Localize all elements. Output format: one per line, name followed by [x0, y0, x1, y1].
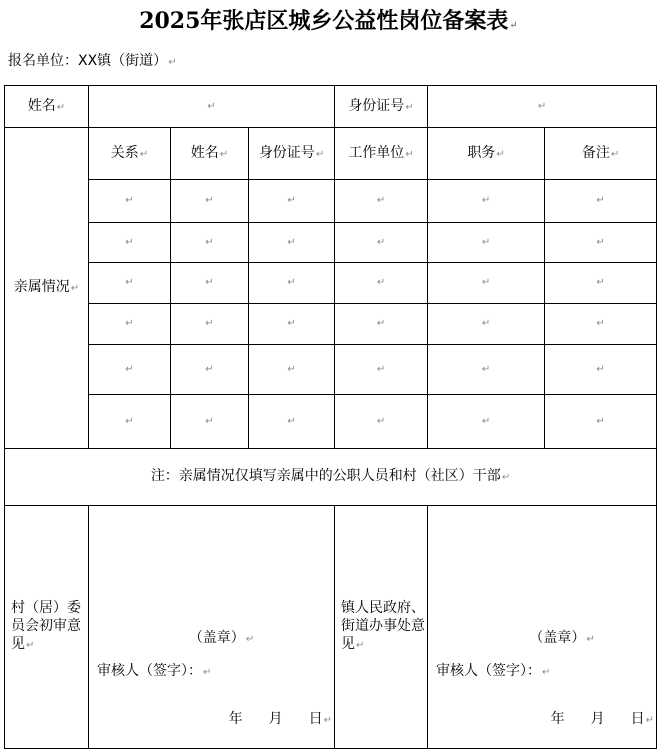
relative-position-cell[interactable]: ↵: [428, 180, 545, 223]
header-position: 职务↵: [428, 128, 545, 180]
opinions-row: [5, 506, 657, 749]
relative-name-cell[interactable]: ↵: [171, 345, 249, 395]
relative-relation-cell[interactable]: ↵: [89, 345, 171, 395]
name-field[interactable]: ↵: [89, 86, 335, 128]
relative-id-cell[interactable]: ↵: [249, 223, 335, 263]
town-stamp: （盖章）↵: [529, 630, 595, 646]
name-label: 姓名↵: [5, 86, 89, 128]
header-name: 姓名↵: [171, 128, 249, 180]
relative-relation-cell[interactable]: ↵: [89, 395, 171, 449]
village-date: 年 月 日↵: [228, 711, 333, 727]
village-opinion-cell[interactable]: [89, 506, 335, 749]
relative-remarks-cell[interactable]: ↵: [545, 223, 657, 263]
relative-work-unit-cell[interactable]: ↵: [335, 223, 428, 263]
reporting-unit: 报名单位：XX镇（街道）↵: [8, 53, 177, 69]
town-reviewer-signature: 审核人（签字）：↵: [436, 663, 551, 679]
registration-table: [4, 85, 657, 749]
relative-work-unit-cell[interactable]: ↵: [335, 180, 428, 223]
relative-work-unit-cell[interactable]: ↵: [335, 345, 428, 395]
relative-position-cell[interactable]: ↵: [428, 223, 545, 263]
relative-position-cell[interactable]: ↵: [428, 304, 545, 345]
relative-remarks-cell[interactable]: ↵: [545, 345, 657, 395]
relative-remarks-cell[interactable]: ↵: [545, 395, 657, 449]
relative-remarks-cell[interactable]: ↵: [545, 304, 657, 345]
relatives-header-row: [5, 128, 657, 180]
id-number-field[interactable]: ↵: [428, 86, 657, 128]
header-remarks: 备注↵: [545, 128, 657, 180]
note-row: [5, 449, 657, 506]
town-government-label: 镇人民政府、街道办事处意见↵: [335, 506, 428, 749]
village-committee-label: 村（居）委员会初审意见↵: [5, 506, 89, 749]
relative-relation-cell[interactable]: ↵: [89, 304, 171, 345]
relative-id-cell[interactable]: ↵: [249, 395, 335, 449]
relative-row: [5, 304, 657, 345]
header-id-number: 身份证号↵: [249, 128, 335, 180]
relative-work-unit-cell[interactable]: ↵: [335, 263, 428, 304]
relative-name-cell[interactable]: ↵: [171, 395, 249, 449]
village-reviewer-signature: 审核人（签字）：↵: [97, 663, 212, 679]
relatives-note: 注：亲属情况仅填写亲属中的公职人员和村（社区）干部↵: [5, 449, 657, 506]
relative-work-unit-cell[interactable]: ↵: [335, 395, 428, 449]
relative-name-cell[interactable]: ↵: [171, 263, 249, 304]
relative-position-cell[interactable]: ↵: [428, 263, 545, 304]
village-stamp: （盖章）↵: [188, 630, 255, 646]
relative-id-cell[interactable]: ↵: [249, 304, 335, 345]
relative-remarks-cell[interactable]: ↵: [545, 263, 657, 304]
relative-position-cell[interactable]: ↵: [428, 395, 545, 449]
relative-id-cell[interactable]: ↵: [249, 180, 335, 223]
relative-id-cell[interactable]: ↵: [249, 345, 335, 395]
relative-relation-cell[interactable]: ↵: [89, 263, 171, 304]
header-work-unit: 工作单位↵: [335, 128, 428, 180]
relative-row: [5, 223, 657, 263]
relative-relation-cell[interactable]: ↵: [89, 223, 171, 263]
relative-name-cell[interactable]: ↵: [171, 304, 249, 345]
town-opinion-cell[interactable]: [428, 506, 657, 749]
relative-row: [5, 180, 657, 223]
relative-work-unit-cell[interactable]: ↵: [335, 304, 428, 345]
relative-name-cell[interactable]: ↵: [171, 223, 249, 263]
relative-name-cell[interactable]: ↵: [171, 180, 249, 223]
applicant-row: [5, 86, 657, 128]
relative-row: [5, 345, 657, 395]
town-date: 年 月 日↵: [550, 711, 655, 727]
header-relation: 关系↵: [89, 128, 171, 180]
relative-remarks-cell[interactable]: ↵: [545, 180, 657, 223]
relative-relation-cell[interactable]: ↵: [89, 180, 171, 223]
id-number-label: 身份证号↵: [335, 86, 428, 128]
form-title: 2025年张店区城乡公益性岗位备案表↵: [139, 8, 518, 34]
relative-id-cell[interactable]: ↵: [249, 263, 335, 304]
relative-row: [5, 263, 657, 304]
relative-position-cell[interactable]: ↵: [428, 345, 545, 395]
relatives-section-label: 亲属情况↵: [5, 128, 89, 449]
relative-row: [5, 395, 657, 449]
